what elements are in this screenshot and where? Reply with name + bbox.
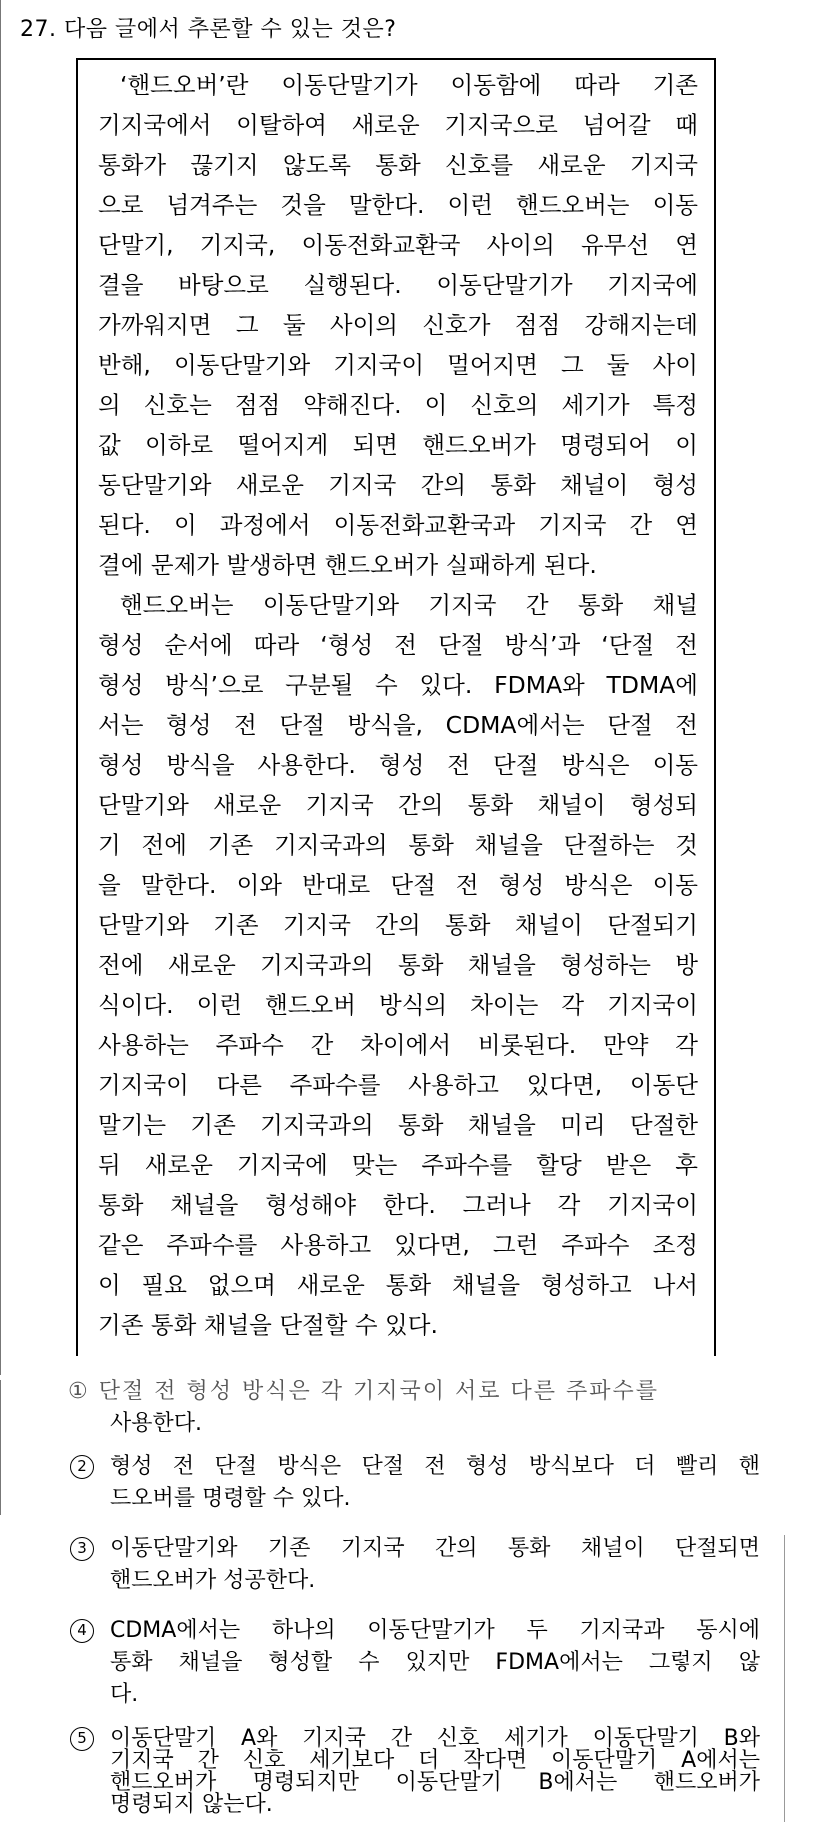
passage-line: 동단말기와 새로운 기지국 간의 통화 채널이 형성 bbox=[98, 471, 698, 499]
passage-line: 가까워지면 그 둘 사이의 신호가 점점 강해지는데 bbox=[98, 311, 698, 339]
passage-line: 기지국에서 이탈하여 새로운 기지국으로 넘어갈 때 bbox=[98, 111, 698, 139]
passage-line: 기존 통화 채널을 단절할 수 있다. bbox=[98, 1311, 438, 1339]
passage-line: 형성 순서에 따라 ‘형성 전 단절 방식’과 ‘단절 전 bbox=[98, 631, 698, 659]
option-5-line: 기지국 간 신호 세기보다 더 작다면 이동단말기 A에서는 bbox=[110, 1748, 760, 1773]
passage-line: 전에 새로운 기지국과의 통화 채널을 형성하는 방 bbox=[98, 951, 698, 979]
passage-line: 단말기와 기존 기지국 간의 통화 채널이 단절되기 bbox=[98, 911, 698, 939]
passage-line: 사용하는 주파수 간 차이에서 비롯된다. 만약 각 bbox=[98, 1031, 698, 1059]
option-1-cut-fragment bbox=[68, 1379, 768, 1404]
option-5-number: 5 bbox=[70, 1727, 94, 1751]
left-margin-rule bbox=[0, 1380, 1, 1515]
option-5-line: 명령되지 않는다. bbox=[110, 1792, 273, 1817]
option-4-number: 4 bbox=[70, 1619, 94, 1643]
right-margin-rule bbox=[784, 1535, 785, 1822]
passage-line: 서는 형성 전 단절 방식을, CDMA에서는 단절 전 bbox=[98, 711, 698, 739]
passage-line: 으로 넘겨주는 것을 말한다. 이런 핸드오버는 이동 bbox=[98, 191, 698, 219]
option-4-line: 통화 채널을 형성할 수 있지만 FDMA에서는 그렇지 않 bbox=[110, 1650, 760, 1675]
option-2-number: 2 bbox=[70, 1455, 94, 1479]
question-title: 27. 다음 글에서 추론할 수 있는 것은? bbox=[20, 17, 397, 42]
passage-line: 뒤 새로운 기지국에 맞는 주파수를 할당 받은 후 bbox=[98, 1151, 698, 1179]
passage-line: 핸드오버는 이동단말기와 기지국 간 통화 채널 bbox=[120, 591, 698, 619]
passage-line: 이 필요 없으며 새로운 통화 채널을 형성하고 나서 bbox=[98, 1271, 698, 1299]
option-2-line: 드오버를 명령할 수 있다. bbox=[110, 1486, 351, 1511]
passage-line: 단말기, 기지국, 이동전화교환국 사이의 유무선 연 bbox=[98, 231, 698, 259]
passage-line: 형성 방식’으로 구분될 수 있다. FDMA와 TDMA에 bbox=[98, 671, 698, 699]
passage-line: 값 이하로 떨어지게 되면 핸드오버가 명령되어 이 bbox=[98, 431, 698, 459]
passage-line: 형성 방식을 사용한다. 형성 전 단절 방식은 이동 bbox=[98, 751, 698, 779]
option-5-line: 이동단말기 A와 기지국 간 신호 세기가 이동단말기 B와 bbox=[110, 1726, 760, 1751]
passage-line: 기지국이 다른 주파수를 사용하고 있다면, 이동단 bbox=[98, 1071, 698, 1099]
passage-line: 단말기와 새로운 기지국 간의 통화 채널이 형성되 bbox=[98, 791, 698, 819]
passage-line: 반해, 이동단말기와 기지국이 멀어지면 그 둘 사이 bbox=[98, 351, 698, 379]
option-3-line: 핸드오버가 성공한다. bbox=[110, 1568, 316, 1593]
passage-line: 통화 채널을 형성해야 한다. 그러나 각 기지국이 bbox=[98, 1191, 698, 1219]
passage-line: 의 신호는 점점 약해진다. 이 신호의 세기가 특정 bbox=[98, 391, 698, 419]
passage-line: 을 말한다. 이와 반대로 단절 전 형성 방식은 이동 bbox=[98, 871, 698, 899]
option-4-line: CDMA에서는 하나의 이동단말기가 두 기지국과 동시에 bbox=[110, 1618, 760, 1643]
passage-line: ‘핸드오버’란 이동단말기가 이동함에 따라 기존 bbox=[120, 71, 698, 99]
option-3-line: 이동단말기와 기존 기지국 간의 통화 채널이 단절되면 bbox=[110, 1536, 760, 1561]
option-4-line: 다. bbox=[110, 1682, 139, 1707]
left-margin-rule bbox=[0, 0, 1, 1375]
option-1-line: 사용한다. bbox=[110, 1411, 203, 1436]
passage-line: 식이다. 이런 핸드오버 방식의 차이는 각 기지국이 bbox=[98, 991, 698, 1019]
passage-line: 같은 주파수를 사용하고 있다면, 그런 주파수 조정 bbox=[98, 1231, 698, 1259]
option-3-number: 3 bbox=[70, 1537, 94, 1561]
passage-line: 통화가 끊기지 않도록 통화 신호를 새로운 기지국 bbox=[98, 151, 698, 179]
passage-line: 된다. 이 과정에서 이동전화교환국과 기지국 간 연 bbox=[98, 511, 698, 539]
passage-line: 결에 문제가 발생하면 핸드오버가 실패하게 된다. bbox=[98, 551, 597, 579]
passage-line: 기 전에 기존 기지국과의 통화 채널을 단절하는 것 bbox=[98, 831, 698, 859]
passage-box bbox=[76, 58, 716, 1356]
option-5-line: 핸드오버가 명령되지만 이동단말기 B에서는 핸드오버가 bbox=[110, 1770, 760, 1795]
passage-line: 말기는 기존 기지국과의 통화 채널을 미리 단절한 bbox=[98, 1111, 698, 1139]
option-2-line: 형성 전 단절 방식은 단절 전 형성 방식보다 더 빨리 핸 bbox=[110, 1454, 760, 1479]
option-1-fragment-text: ① 단절 전 형성 방식은 각 기지국이 서로 다른 주파수를 bbox=[68, 1379, 659, 1404]
passage-line: 결을 바탕으로 실행된다. 이동단말기가 기지국에 bbox=[98, 271, 698, 299]
